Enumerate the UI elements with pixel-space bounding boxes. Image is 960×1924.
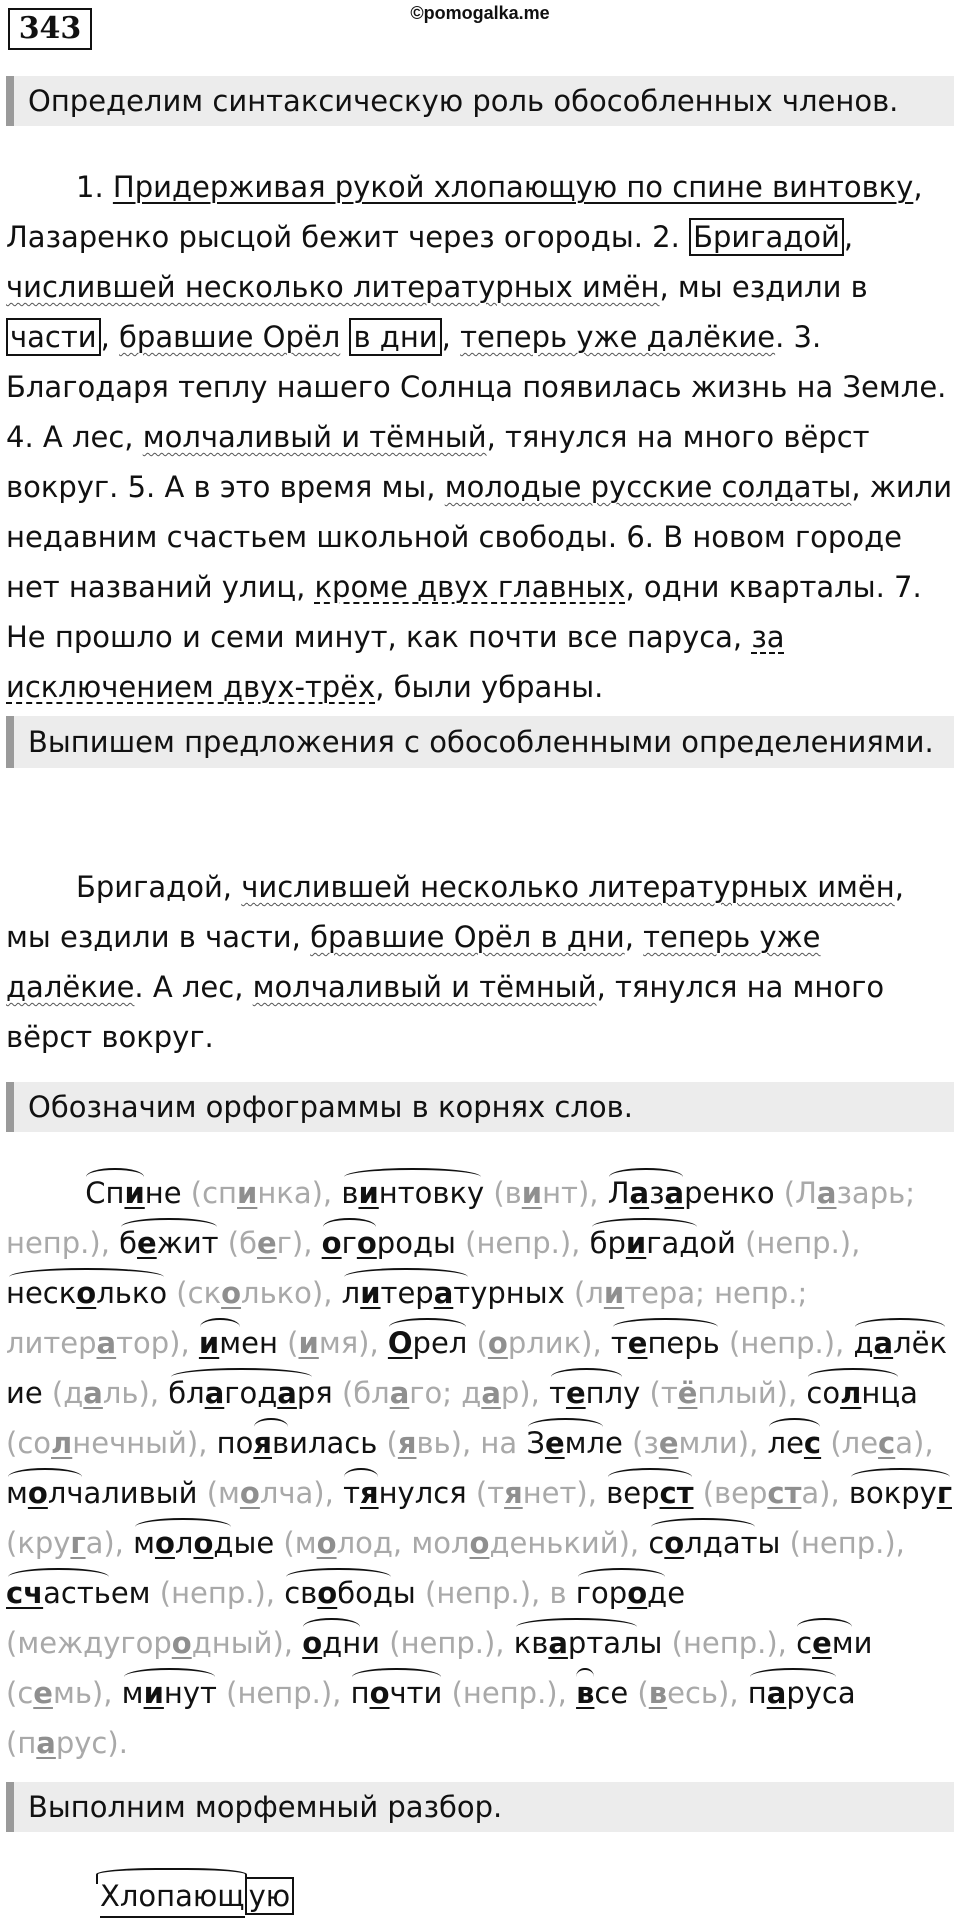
root-word: яв bbox=[253, 1426, 290, 1460]
sentence-text: , тянулся на много вёрст вокруг. bbox=[6, 970, 885, 1054]
attribute-phrase: числившей несколько литературных имён bbox=[241, 870, 895, 904]
root-word: литерат bbox=[341, 1276, 471, 1310]
root-word: тепл bbox=[549, 1376, 624, 1410]
root-word: город bbox=[575, 1576, 668, 1610]
root-word: молч bbox=[6, 1476, 84, 1510]
root-word: сем bbox=[796, 1626, 854, 1660]
attribute-phrase: теперь уже далёкие bbox=[460, 320, 776, 354]
root-word: квартал bbox=[513, 1626, 640, 1660]
word-root: Хлопающ bbox=[100, 1876, 245, 1918]
root-word: бригад bbox=[589, 1226, 700, 1260]
attribute-phrase: молчаливый и тёмный bbox=[252, 970, 597, 1004]
root-word: ого bbox=[321, 1226, 377, 1260]
morpheme-analysis bbox=[100, 1876, 294, 1918]
attribute-phrase: молчаливый и тёмный bbox=[142, 420, 487, 454]
exercise-number: 343 bbox=[8, 8, 92, 50]
sentence-text: . 3. Благодаря теплу нашего Солнца появилась жизнь на Земле. 4. А лес, bbox=[6, 320, 947, 454]
boxed-word: в дни bbox=[349, 318, 441, 356]
root-word: несколько bbox=[6, 1276, 168, 1310]
section-title-text: Выпишем предложения с обособленными определениями. bbox=[28, 725, 934, 759]
root-word: почти bbox=[350, 1676, 443, 1710]
site-watermark: ©pomogalka.me bbox=[410, 3, 550, 23]
root-word: тя bbox=[343, 1476, 379, 1510]
root-word: им bbox=[198, 1326, 242, 1360]
root-word: в bbox=[576, 1676, 595, 1710]
attribute-phrase: теперь уже далёкие bbox=[6, 920, 821, 1004]
section-title-text: Обозначим орфограммы в корнях слов. bbox=[28, 1090, 633, 1124]
sentence-text: Бригадой, bbox=[76, 870, 233, 904]
orthogram-paragraph: Спине (спинка), винтовку (винт), Лазаренко (Лазарь; непр.), бежит (бег), огороды (непр.), бригадой (непр.), несколько (сколько), литературных (литера; непр.; литератор), имен (имя), Орел (орлик), теперь (непр.), далёкие (даль), благодаря (благо; дар), теплу (тёплый), солнца (солнечный), появилась (явь), на Земле (земли), лес (леса), молчаливый (молча), тянулся (тянет), верст (верста), вокруг (круга), молодые (молод, молоденький), солдаты (непр.), счастьем (непр.), свободы (непр.), в городе (междугородный), одни (непр.), кварталы (непр.), семи (семь), минут (непр.), почти (непр.), все (весь), паруса (парус). bbox=[6, 1176, 952, 1760]
root-word: одн bbox=[302, 1626, 362, 1660]
attribute-phrase: бравшие Орёл bbox=[119, 320, 341, 354]
root-word: винтовку bbox=[341, 1176, 485, 1210]
root-word: бежит bbox=[119, 1226, 219, 1260]
root-word: солнц bbox=[806, 1376, 901, 1410]
punct: , bbox=[843, 220, 854, 254]
sentence-text: , Лазаренко рысцой бежит через огороды. 2. bbox=[6, 170, 923, 254]
root-word: Спи bbox=[85, 1176, 145, 1210]
section-title-ortho bbox=[6, 1082, 954, 1132]
sentence-text: , мы ездили в части, bbox=[6, 870, 904, 954]
root-word: счасть bbox=[6, 1576, 111, 1610]
boxed-word: части bbox=[6, 318, 101, 356]
sentence-text: , одни кварталы. 7. Не прошло и семи минут, как почти все паруса, bbox=[6, 570, 922, 654]
root-word: минут bbox=[121, 1676, 217, 1710]
object-phrase: за исключением двух-трёх bbox=[6, 620, 785, 704]
section-title-extract bbox=[6, 716, 954, 768]
section-title-text: Выполним морфемный разбор. bbox=[28, 1790, 503, 1824]
punct: , bbox=[624, 920, 634, 954]
root-word: Земл bbox=[526, 1426, 606, 1460]
section-title-morph bbox=[6, 1782, 954, 1832]
root-word: лес bbox=[767, 1426, 822, 1460]
sentence-text: , мы ездили в bbox=[659, 270, 868, 304]
adverbial-phrase: Придерживая рукой хлопающую по спине винтовку bbox=[112, 170, 914, 204]
sentence-text: . А лес, bbox=[134, 970, 244, 1004]
boxed-word: Бригадой bbox=[689, 218, 844, 256]
root-word: парус bbox=[747, 1676, 838, 1710]
extract-paragraph bbox=[6, 862, 954, 1062]
sentence-text: , жили недавним счастьем школьной свободы. 6. В новом городе нет названий улиц, bbox=[6, 470, 953, 604]
section-title-text: Определим синтаксическую роль обособленных членов. bbox=[28, 84, 899, 118]
word-ending: ую bbox=[245, 1877, 295, 1915]
apposition-phrase: молодые русские солдаты bbox=[444, 470, 852, 504]
root-word: верст bbox=[606, 1476, 694, 1510]
sentence-text: , тянулся на много вёрст вокруг. 5. А в это время мы, bbox=[6, 420, 870, 504]
punct: , bbox=[100, 320, 110, 354]
root-word: Лаза bbox=[607, 1176, 685, 1210]
sentences-paragraph bbox=[6, 162, 954, 712]
object-phrase: кроме двух главных bbox=[314, 570, 626, 604]
sentence-text: 1. bbox=[76, 170, 104, 204]
root-word: молод bbox=[133, 1526, 234, 1560]
attribute-phrase: бравшие Орёл в дни bbox=[310, 920, 625, 954]
root-word: Орел bbox=[387, 1326, 468, 1360]
punct: , bbox=[441, 320, 451, 354]
root-word: вокруг bbox=[848, 1476, 952, 1510]
root-word: теперь bbox=[610, 1326, 720, 1360]
root-word: солдат bbox=[648, 1526, 758, 1560]
attribute-phrase: числившей несколько литературных имён bbox=[6, 270, 660, 304]
root-word: благодар bbox=[168, 1376, 316, 1410]
root-word: далёк bbox=[853, 1326, 948, 1360]
root-word: свобод bbox=[284, 1576, 393, 1610]
sentence-text: , были убраны. bbox=[375, 670, 604, 704]
section-title-syntax bbox=[6, 76, 954, 126]
